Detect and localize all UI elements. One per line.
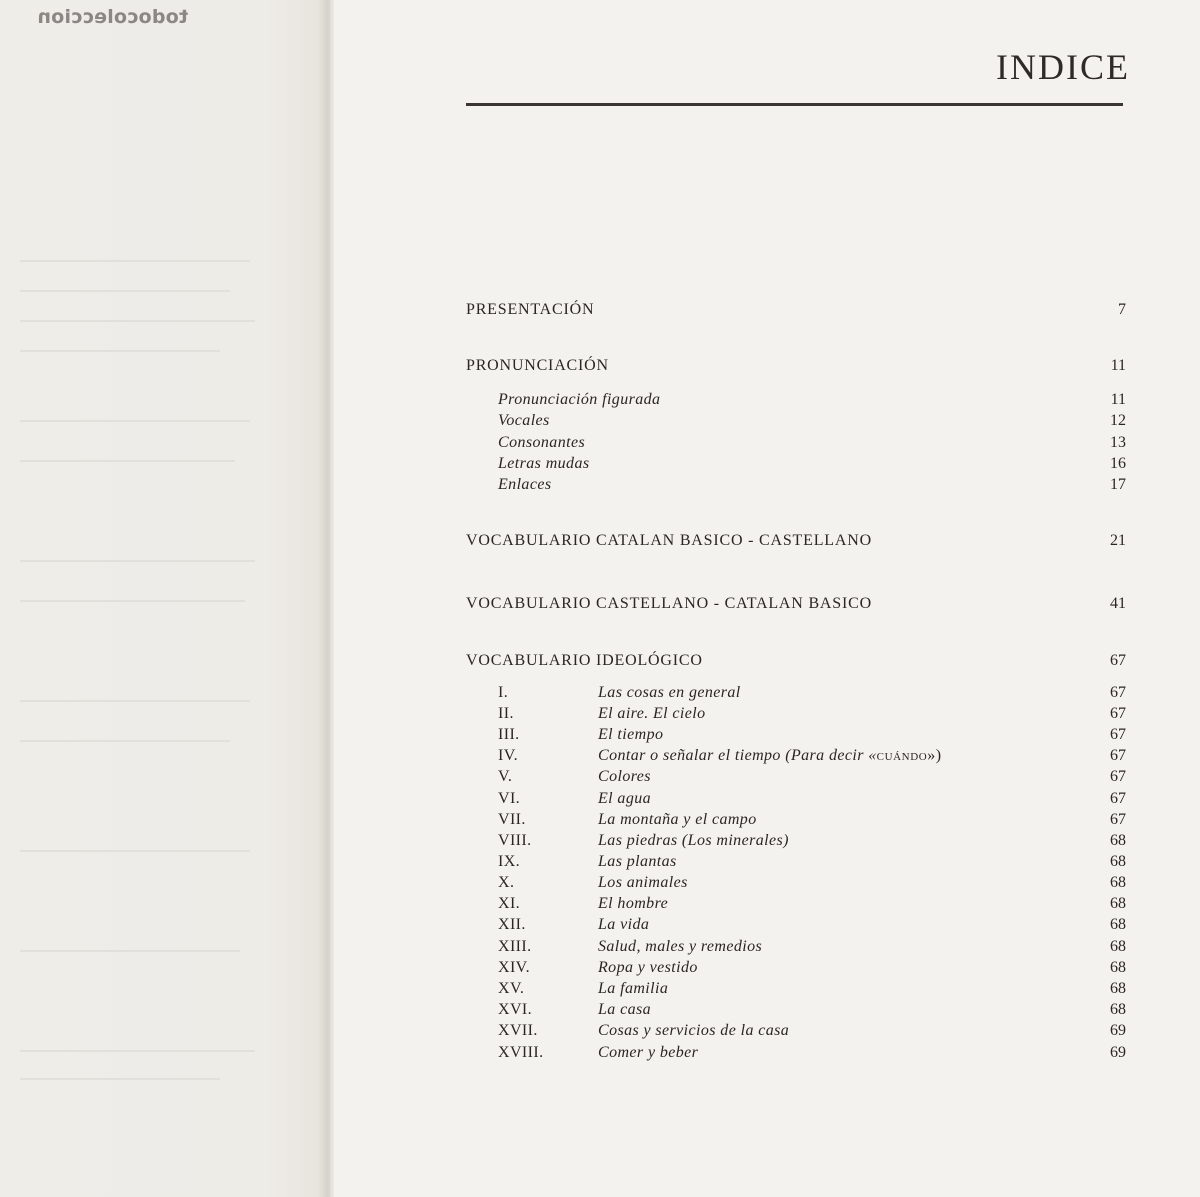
toc-page-number: 67 xyxy=(1110,790,1126,807)
toc-page-number: 7 xyxy=(1118,301,1126,318)
toc-page-number: 67 xyxy=(1110,684,1126,701)
toc-chapter-entry xyxy=(466,788,1126,810)
toc-page-number: 68 xyxy=(1110,980,1126,997)
toc-entry-label: VOCABULARIO CASTELLANO - CATALAN BASICO xyxy=(466,595,872,612)
toc-chapter-entry xyxy=(466,851,1126,873)
toc-page-number: 17 xyxy=(1110,476,1126,493)
toc-chapter-entry xyxy=(466,978,1126,1000)
chapter-title: Cosas y servicios de la casa xyxy=(598,1022,790,1039)
toc-chapter-entry xyxy=(466,936,1126,958)
toc-page-number: 67 xyxy=(1110,811,1126,828)
toc-page-number: 21 xyxy=(1110,532,1126,549)
chapter-title: Los animales xyxy=(598,874,688,891)
toc-page-number: 68 xyxy=(1110,895,1126,912)
toc-entry-pronunciacion xyxy=(466,355,1126,377)
toc-page-number: 68 xyxy=(1110,959,1126,976)
toc-chapter-entry xyxy=(466,830,1126,852)
toc-subentry-label: Pronunciación figurada xyxy=(498,391,661,408)
show-through-line xyxy=(20,600,245,602)
toc-chapter-entry xyxy=(466,1020,1126,1042)
show-through-line xyxy=(20,350,220,352)
chapter-title: Comer y beber xyxy=(598,1044,699,1061)
show-through-line xyxy=(20,740,230,742)
toc-subentry xyxy=(466,432,1126,454)
chapter-number: XV. xyxy=(498,980,525,997)
chapter-number: IX. xyxy=(498,853,521,870)
show-through-line xyxy=(20,290,230,292)
chapter-title: La casa xyxy=(598,1001,652,1018)
chapter-title: Las piedras (Los minerales) xyxy=(598,832,789,849)
toc-entry-label: VOCABULARIO CATALAN BASICO - CASTELLANO xyxy=(466,532,872,549)
previous-page xyxy=(0,0,330,1197)
toc-page-number: 67 xyxy=(1110,652,1126,669)
toc-page-number: 11 xyxy=(1110,391,1126,408)
toc-page-number: 67 xyxy=(1110,705,1126,722)
toc-chapter-entry xyxy=(466,682,1126,704)
chapter-title: La vida xyxy=(598,916,650,933)
chapter-title: Salud, males y remedios xyxy=(598,938,763,955)
chapter-title-smallcaps: CUÁNDO xyxy=(876,751,928,763)
toc-entry-presentacion xyxy=(466,299,1126,321)
toc-chapter-entry xyxy=(466,745,1126,767)
chapter-number: I. xyxy=(498,684,509,701)
chapter-number: V. xyxy=(498,768,513,785)
toc-entry-vocab-ideologico xyxy=(466,650,1126,672)
toc-page-number: 67 xyxy=(1110,726,1126,743)
toc-subentry xyxy=(466,410,1126,432)
toc-entry-label: VOCABULARIO IDEOLÓGICO xyxy=(466,652,703,669)
toc-subentry-label: Enlaces xyxy=(498,476,552,493)
chapter-number: XIII. xyxy=(498,938,532,955)
toc-chapter-entry xyxy=(466,703,1126,725)
chapter-title: Colores xyxy=(598,768,651,785)
show-through-line xyxy=(20,700,250,702)
toc-chapter-entry xyxy=(466,809,1126,831)
chapter-number: XI. xyxy=(498,895,521,912)
toc-page-number: 68 xyxy=(1110,832,1126,849)
toc-chapter-entry xyxy=(466,914,1126,936)
toc-page-number: 67 xyxy=(1110,747,1126,764)
chapter-title: El aire. El cielo xyxy=(598,705,706,722)
show-through-line xyxy=(20,260,250,262)
chapter-title-end: ») xyxy=(927,747,942,764)
chapter-number: XIV. xyxy=(498,959,530,976)
page-title: INDICE xyxy=(996,47,1130,87)
chapter-number: II. xyxy=(498,705,514,722)
show-through-line xyxy=(20,1050,255,1052)
chapter-title: Las plantas xyxy=(598,853,677,870)
show-through-line xyxy=(20,1078,220,1080)
title-rule xyxy=(466,103,1123,106)
chapter-title: Ropa y vestido xyxy=(598,959,698,976)
toc-chapter-entry xyxy=(466,724,1126,746)
chapter-number: IV. xyxy=(498,747,519,764)
toc-page-number: 11 xyxy=(1110,357,1126,374)
chapter-number: VII. xyxy=(498,811,526,828)
toc-page-number: 68 xyxy=(1110,874,1126,891)
chapter-number: XII. xyxy=(498,916,526,933)
chapter-title: La familia xyxy=(598,980,669,997)
show-through-line xyxy=(20,560,255,562)
toc-page-number: 41 xyxy=(1110,595,1126,612)
watermark: todocoleccion xyxy=(37,6,188,28)
chapter-title: El hombre xyxy=(598,895,669,912)
toc-chapter-entry xyxy=(466,766,1126,788)
show-through-line xyxy=(20,950,240,952)
show-through-line xyxy=(20,850,250,852)
chapter-title: La montaña y el campo xyxy=(598,811,757,828)
toc-chapter-entry xyxy=(466,872,1126,894)
toc-subentry-label: Letras mudas xyxy=(498,455,590,472)
toc-chapter-entry xyxy=(466,893,1126,915)
toc-entry-vocab-castellano-catalan xyxy=(466,593,1126,615)
toc-subentry-label: Consonantes xyxy=(498,434,586,451)
chapter-number: VI. xyxy=(498,790,521,807)
chapter-title-text: Contar o señalar el tiempo (Para decir « xyxy=(598,747,877,764)
toc-page-number: 69 xyxy=(1110,1044,1126,1061)
toc-page-number: 16 xyxy=(1110,455,1126,472)
show-through-line xyxy=(20,460,235,462)
toc-entry-vocab-catalan-castellano xyxy=(466,530,1126,552)
toc-page-number: 68 xyxy=(1110,853,1126,870)
toc-chapter-entry xyxy=(466,1042,1126,1064)
chapter-number: III. xyxy=(498,726,520,743)
toc-page-number: 13 xyxy=(1110,434,1126,451)
chapter-title: Las cosas en general xyxy=(598,684,741,701)
chapter-number: X. xyxy=(498,874,515,891)
chapter-number: XVI. xyxy=(498,1001,533,1018)
chapter-number: VIII. xyxy=(498,832,532,849)
toc-subentry xyxy=(466,474,1126,496)
toc-entry-label: PRONUNCIACIÓN xyxy=(466,357,609,374)
toc-page-number: 68 xyxy=(1110,916,1126,933)
toc-page-number: 69 xyxy=(1110,1022,1126,1039)
toc-subentry xyxy=(466,389,1126,411)
show-through-line xyxy=(20,320,255,322)
toc-chapter-entry xyxy=(466,999,1126,1021)
toc-subentry-label: Vocales xyxy=(498,412,550,429)
toc-entry-label: PRESENTACIÓN xyxy=(466,301,595,318)
chapter-number: XVIII. xyxy=(498,1044,544,1061)
chapter-number: XVII. xyxy=(498,1022,538,1039)
toc-page-number: 67 xyxy=(1110,768,1126,785)
chapter-title: El tiempo xyxy=(598,726,664,743)
toc-page-number: 12 xyxy=(1110,412,1126,429)
toc-page-number: 68 xyxy=(1110,1001,1126,1018)
toc-subentry xyxy=(466,453,1126,475)
show-through-line xyxy=(20,420,250,422)
toc-page-number: 68 xyxy=(1110,938,1126,955)
book-gutter xyxy=(318,0,334,1197)
toc-chapter-entry xyxy=(466,957,1126,979)
chapter-title xyxy=(598,745,941,768)
chapter-title: El agua xyxy=(598,790,652,807)
